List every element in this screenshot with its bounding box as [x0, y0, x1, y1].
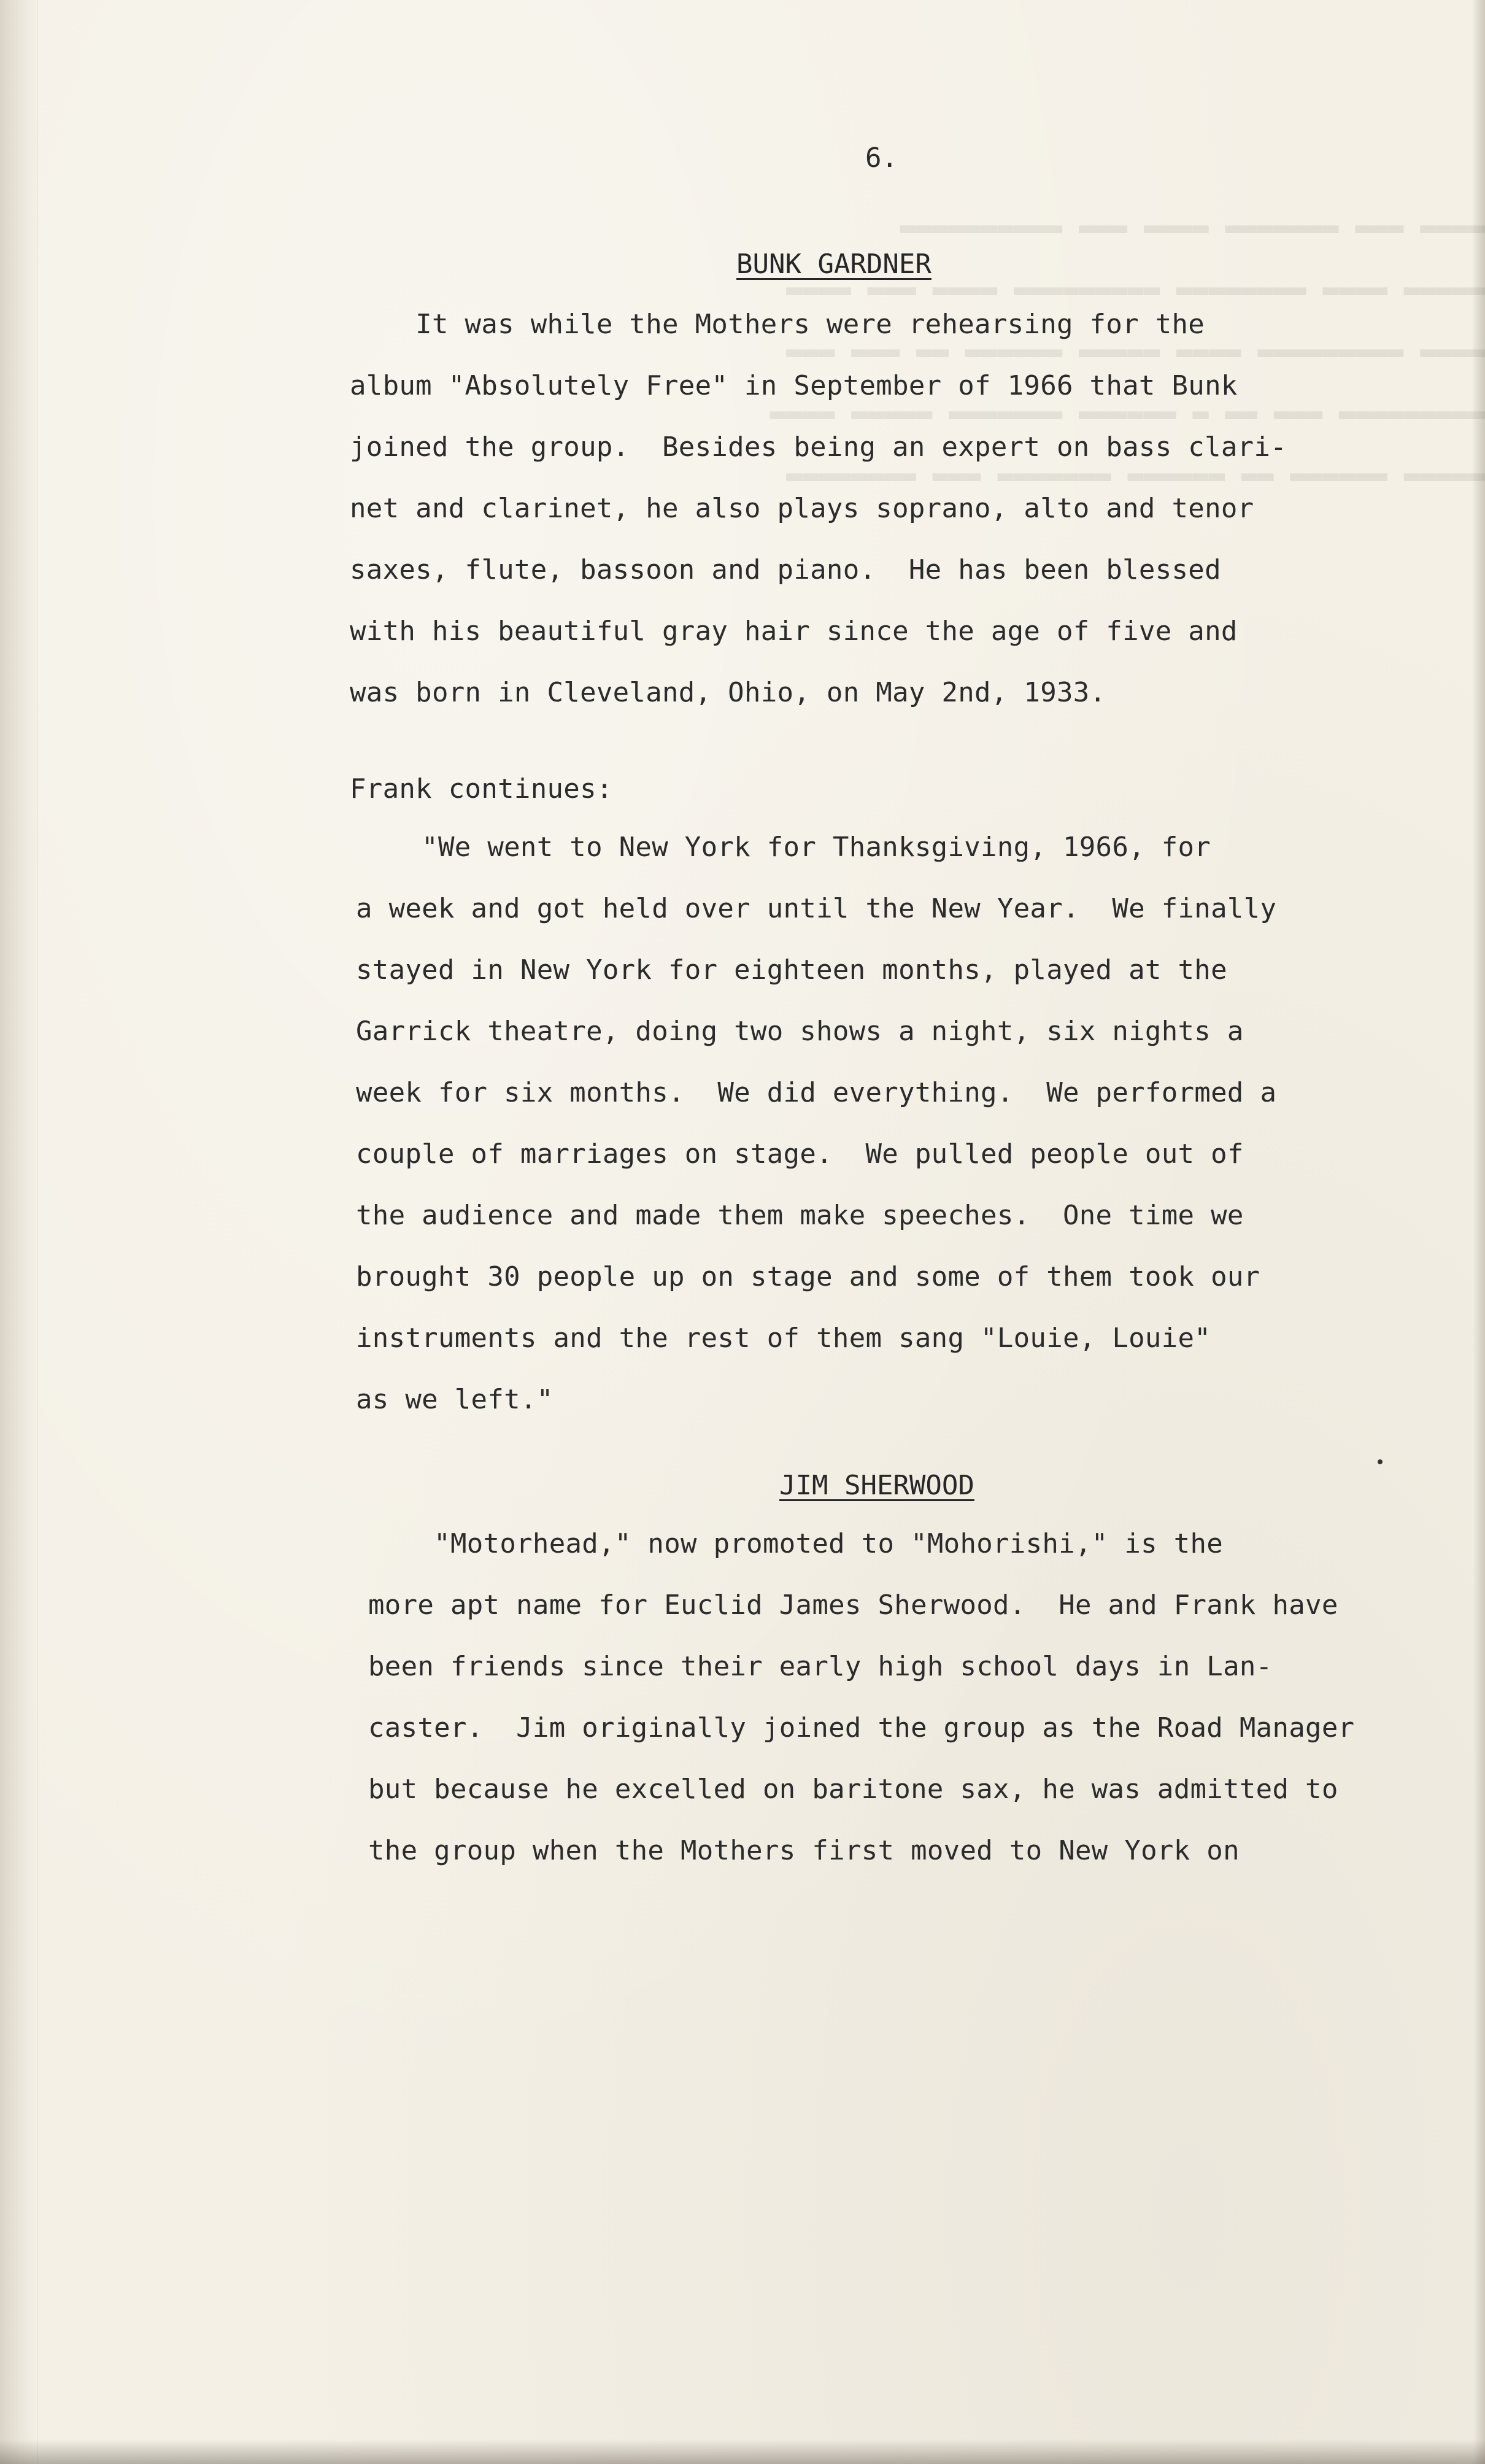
quote-line: stayed in New York for eighteen months, played at the	[356, 954, 1227, 986]
paragraph-line: been friends since their early high school days in Lan-	[368, 1651, 1273, 1682]
paragraph-line: the group when the Mothers first moved to New York on	[368, 1835, 1240, 1866]
section-heading-jim-sherwood: JIM SHERWOOD	[779, 1470, 974, 1501]
paragraph-line: caster. Jim originally joined the group as the Road Manager	[368, 1712, 1355, 1744]
quote-line: the audience and made them make speeches. One time we	[356, 1200, 1244, 1231]
paragraph-line: "Motorhead," now promoted to "Mohorishi," is the	[368, 1528, 1224, 1559]
quote-line: "We went to New York for Thanksgiving, 1966, for	[356, 832, 1211, 863]
quote-line: brought 30 people up on stage and some of them took our	[356, 1261, 1260, 1292]
paragraph-line: joined the group. Besides being an expert on bass clari-	[350, 431, 1287, 463]
section-heading-bunk-gardner: BUNK GARDNER	[736, 249, 932, 280]
quote-line: week for six months. We did everything. We performed a	[356, 1077, 1277, 1108]
quote-line: Garrick theatre, doing two shows a night, six nights a	[356, 1016, 1244, 1047]
paragraph-line: but because he excelled on baritone sax, he was admitted to	[368, 1774, 1338, 1805]
paragraph-line: saxes, flute, bassoon and piano. He has been blessed	[350, 554, 1221, 585]
page-bottom-shadow	[0, 2439, 1485, 2464]
paragraph-line: more apt name for Euclid James Sherwood. He and Frank have	[368, 1589, 1338, 1621]
paragraph-line: with his beautiful gray hair since the age of five and	[350, 616, 1238, 647]
binding-edge	[0, 0, 37, 2464]
bleed-through-texture: ▬▬▬▬ ▬▬▬ ▬▬▬▬▬▬▬ ▬▬▬▬ ▬▬▬ ▬▬▬▬▬▬▬▬▬▬ ▬▬▬▬▬ ▬▬▬▬ ▬▬▬▬▬▬▬▬ ▬▬▬▬▬▬▬▬▬ ▬▬▬▬ ▬▬▬ ▬▬▬▬ ▬▬▬▬ ▬▬▬▬▬▬▬▬▬ ▬▬▬▬ ▬▬▬▬▬ ▬▬▬▬▬▬ ▬▬ ▬▬▬ ▬▬▬ ▬▬▬▬▬▬▬▬▬ ▬▬▬ ▬▬ ▬ ▬▬▬▬▬▬ ▬▬▬▬▬▬▬ ▬▬▬▬▬ ▬▬▬▬ ▬▬▬▬▬ ▬▬▬▬▬▬ ▬▬ ▬▬▬▬▬▬ ▬▬▬▬▬▬▬ ▬▬▬ ▬▬▬▬▬▬▬▬	[770, 212, 1485, 491]
paragraph-line: net and clarinet, he also plays soprano, alto and tenor	[350, 493, 1254, 524]
quote-line: as we left."	[356, 1384, 554, 1415]
paragraph-line: album "Absolutely Free" in September of 1966 that Bunk	[350, 370, 1238, 401]
quote-line: a week and got held over until the New Year. We finally	[356, 893, 1277, 924]
page-number: 6.	[865, 142, 898, 174]
quote-line: couple of marriages on stage. We pulled people out of	[356, 1138, 1244, 1170]
quote-line: instruments and the rest of them sang "Louie, Louie"	[356, 1323, 1211, 1354]
paragraph-line: It was while the Mothers were rehearsing for the	[350, 309, 1205, 340]
paragraph-line: Frank continues:	[350, 773, 613, 805]
paragraph-line: was born in Cleveland, Ohio, on May 2nd, 1933.	[350, 677, 1106, 708]
ink-speck	[1378, 1459, 1383, 1464]
